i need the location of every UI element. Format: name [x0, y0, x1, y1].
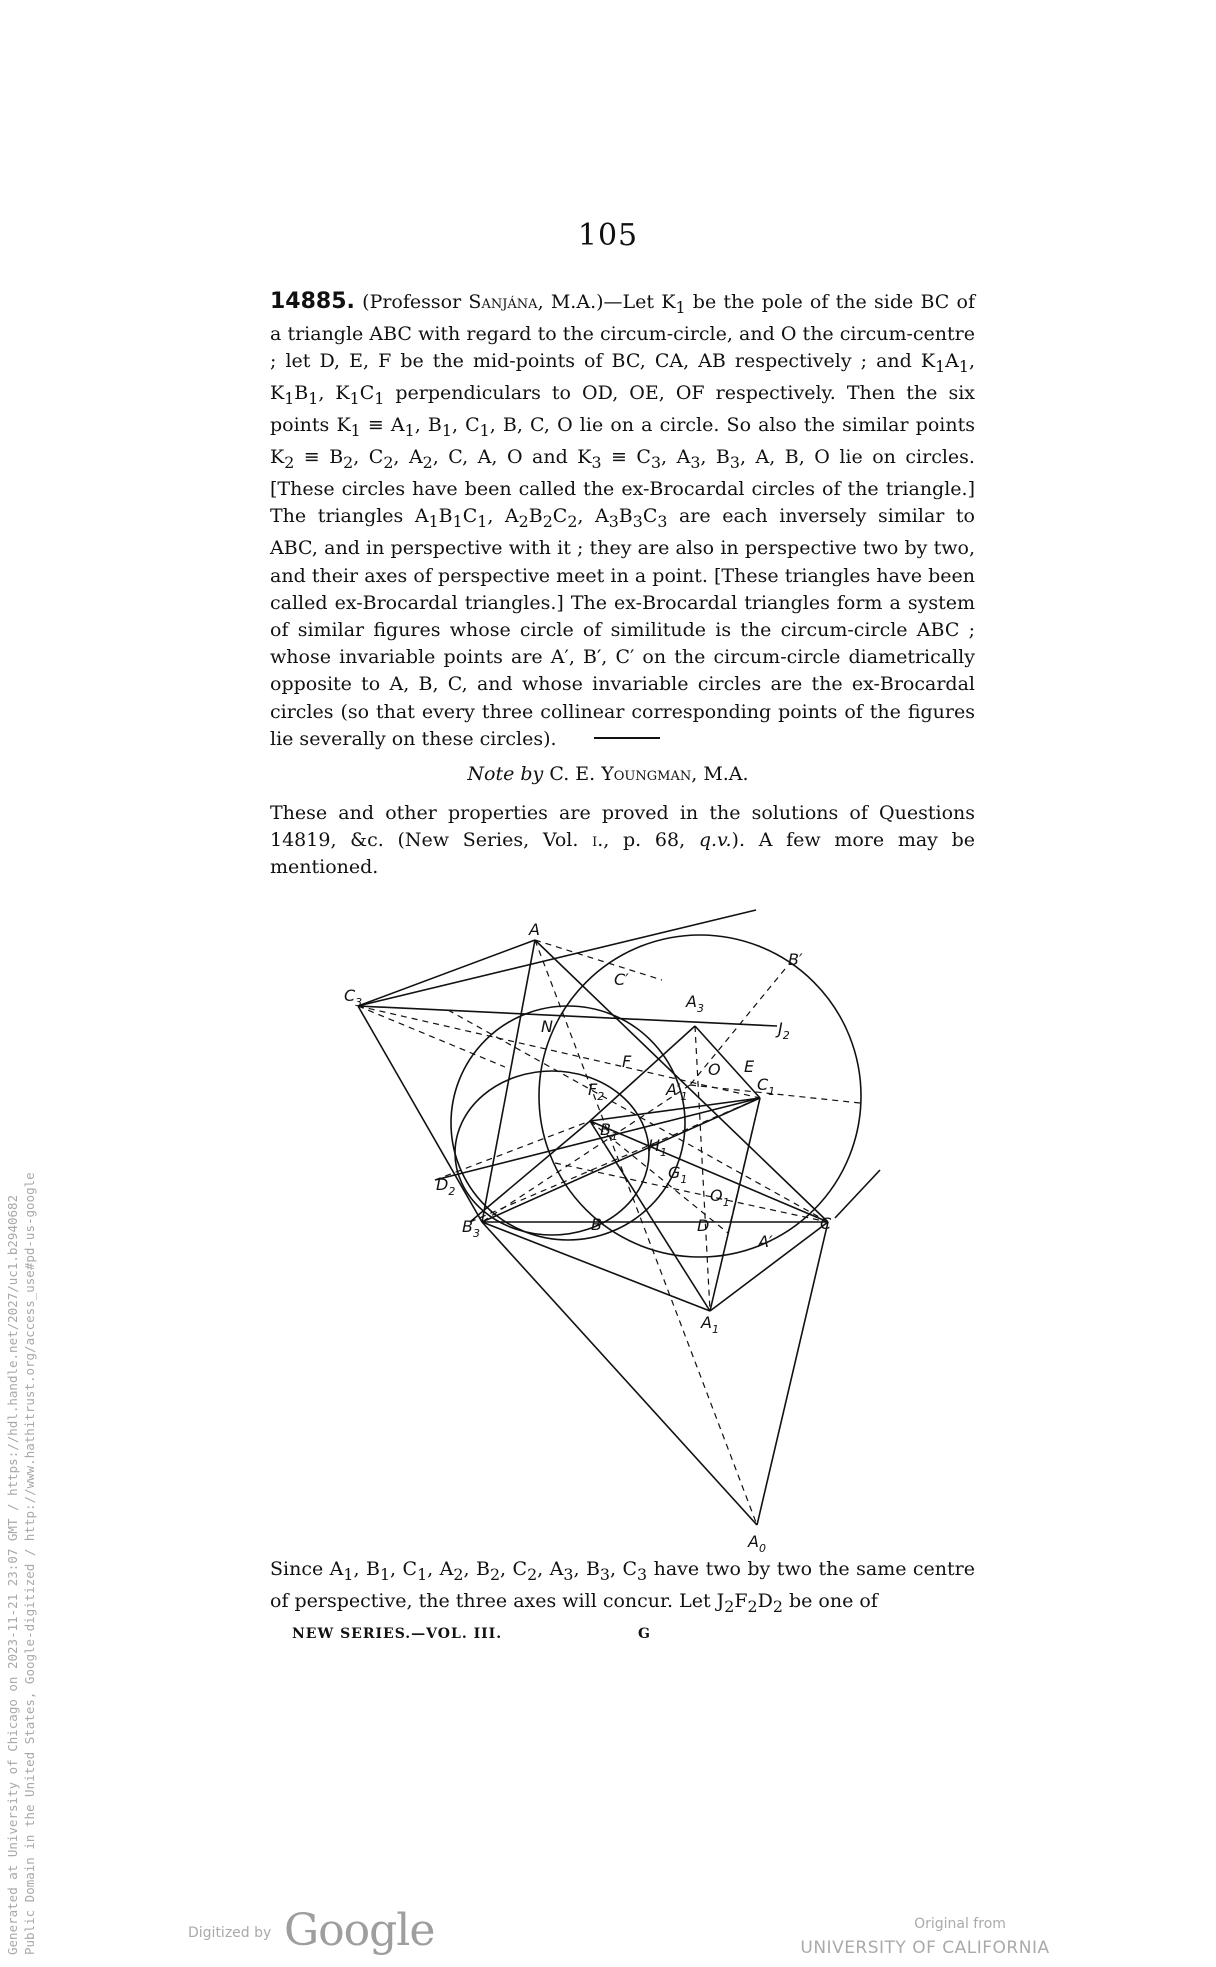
original-from-label: Original from — [914, 1916, 1006, 1932]
dash-b-prime — [690, 969, 785, 1085]
author-name: Sanjána — [468, 291, 538, 313]
side-ab — [482, 940, 535, 1222]
label-A0: $A_0$ — [748, 1532, 766, 1555]
label-F: F — [622, 1052, 632, 1071]
line-c3-j2 — [358, 1006, 777, 1026]
dash-c3-f — [358, 1006, 505, 1067]
author-open: (Professor — [362, 291, 469, 313]
question-paragraph — [270, 288, 975, 753]
label-O1: $O_1$ — [710, 1186, 730, 1209]
label-B1: $B_1$ — [600, 1120, 618, 1143]
line-b-c-tangent — [835, 1170, 880, 1218]
hathitrust-watermark — [4, 0, 44, 1960]
line-c3-a — [358, 940, 535, 1006]
label-C1: $C_1$ — [757, 1075, 776, 1098]
label-H1: $H_1$ — [648, 1136, 668, 1159]
line-b-a0 — [482, 1222, 757, 1525]
closing-paragraph: Since $A_1$, $B_1$, $C_1$, $A_2$, $B_2$, $C_2$, $A_3$, $B_3$, $C_3$ have two by two the same centre of perspective, the three axes will concur. Let $J_2F_2D_2$ be one of — [270, 1558, 976, 1616]
label-B3: $B_3$ — [462, 1217, 480, 1240]
dash-a-a0 — [535, 940, 757, 1525]
label-B: B — [591, 1215, 602, 1234]
footer-series: NEW SERIES.—VOL. III. — [292, 1626, 503, 1642]
label-B-prime: B′ — [788, 950, 803, 969]
note-heading — [0, 763, 1216, 785]
label-C-prime: C′ — [614, 970, 629, 989]
label-C: C — [820, 1214, 832, 1233]
label-A-prime: A′ — [758, 1232, 773, 1251]
geometry-figure — [330, 895, 890, 1555]
google-logo: Google — [284, 1905, 435, 1956]
watermark-line-1: Generated at University of Chicago on 2023-11-21 23:07 GMT / https://hdl.handle.net/2027/uc1.b2940682 — [5, 1194, 20, 1955]
author-close: , M.A.)— — [537, 291, 623, 313]
section-divider — [594, 737, 660, 739]
note-author: C. E. Youngman — [549, 763, 692, 785]
university-label: UNIVERSITY OF CALIFORNIA — [800, 1938, 1050, 1958]
question-text: Let $K_1$ be the pole of the side BC of a triangle ABC with regard to the circum-circle, and O the circum-centre ; let D, E, F be the mid-points of BC, CA, AB respectively ; and $K_1A_1$, $K_1B_1$, $K_1C_1$ perpendiculars to OD, OE, OF respectively. Then the six points $K_1 \equiv A_1$, $B_1$, $C_1$, B, C, O lie on a circle. So also the similar points $K_2 \equiv B_2$, $C_2$, $A_2$, C, A, O and $K_3 \equiv C_3$, $A_3$, $B_3$, A, B, O lie on circles. [These circles have been called the ex-Brocardal circles of the triangle.] The triangles $A_1B_1C_1$, $A_2B_2C_2$, $A_3B_3C_3$ are each inversely similar to ABC, and in perspective with it ; they are also in perspective two by two, and their axes of perspective meet in a point. [These triangles have been called ex-Brocardal triangles.] The ex-Brocardal triangles form a system of similar figures whose circle of similitude is the circum-circle ABC ; whose invariable points are A′, B′, C′ on the circum-circle diametrically opposite to A, B, C, and whose invariable circles are the ex-Brocardal circles (so that every three collinear corresponding points of the figures lie severally on these circles). — [270, 291, 976, 750]
label-A1: $A_1$ — [701, 1313, 719, 1336]
label-J2: $J_2$ — [778, 1019, 790, 1042]
label-C3: $C_3$ — [344, 986, 363, 1009]
question-number: 14885. — [270, 289, 355, 314]
label-A1-prime: $A'_1$ — [666, 1080, 688, 1103]
label-O: O — [708, 1060, 721, 1079]
line-d2-c1 — [435, 1098, 760, 1180]
digitized-by-label: Digitized by — [188, 1925, 272, 1941]
line-c3-b — [358, 1006, 482, 1222]
note-paragraph: These and other properties are proved in the solutions of Questions 14819, &c. (New Series, Vol. i., p. 68, q.v.). A few more may be mentioned. — [270, 802, 975, 879]
label-F2: $F_2$ — [588, 1080, 605, 1103]
label-D: D — [697, 1216, 710, 1235]
label-A3: $A_3$ — [686, 992, 704, 1015]
label-G1: $G_1$ — [668, 1163, 688, 1186]
line-b-a1 — [482, 1222, 710, 1311]
label-A: A — [529, 920, 540, 939]
note-degree: , M.A. — [691, 763, 749, 785]
note-label: Note by — [467, 763, 544, 785]
watermark-line-2: Public Domain in the United States, Google-digitized / http://www.hathitrust.org/access_use#pd-us-google — [22, 1172, 37, 1955]
label-E: E — [744, 1057, 755, 1076]
footer-signature: G — [638, 1626, 650, 1642]
line-b3-n — [470, 1121, 590, 1222]
label-D2: $D_2$ — [436, 1175, 456, 1198]
label-N: N — [541, 1017, 553, 1036]
line-a3-b1 — [590, 1026, 695, 1121]
page-number: 105 — [577, 218, 639, 253]
